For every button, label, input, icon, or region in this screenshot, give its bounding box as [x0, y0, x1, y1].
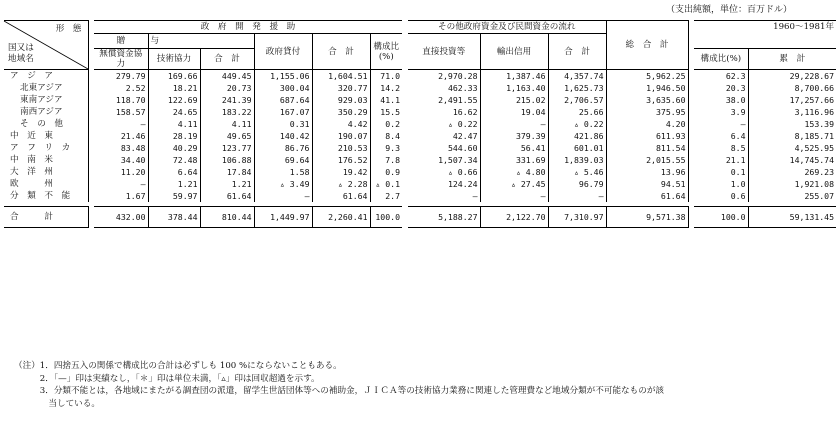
table-cell: 124.24 — [408, 178, 480, 190]
table-cell: 6.64 — [148, 166, 200, 178]
table-cell: 300.04 — [254, 82, 312, 94]
tech-coop-header: 技術協力 — [148, 49, 200, 70]
table-cell: 601.01 — [548, 142, 606, 154]
total-row — [4, 207, 836, 228]
table-cell: 9,571.38 — [606, 207, 688, 228]
table-row — [4, 82, 836, 94]
table-cell: 1,921.08 — [794, 179, 835, 189]
table-cell: 176.52 — [312, 154, 370, 166]
grand-total-header: 総 合 計 — [606, 21, 688, 70]
oda-header: 政 府 開 発 援 助 — [94, 21, 402, 34]
table-cell: 5,962.25 — [606, 70, 688, 83]
table-cell: 40.29 — [148, 142, 200, 154]
table-cell: — — [548, 190, 606, 202]
table-cell: 1,604.51 — [312, 70, 370, 83]
table-cell: 0.6 — [694, 190, 748, 202]
table-cell: 379.39 — [480, 130, 548, 142]
table-cell: 462.33 — [408, 82, 480, 94]
keitai-label: 形 態 — [55, 24, 82, 34]
row-label: そ の 他 — [4, 118, 88, 130]
grant-header-2: 与 — [148, 34, 254, 49]
table-row — [4, 94, 836, 106]
table-cell: 350.29 — [312, 106, 370, 118]
table-cell: 61.64 — [606, 190, 688, 202]
table-cell: 106.88 — [200, 154, 254, 166]
table-row — [4, 142, 836, 154]
table-cell: 2.52 — [94, 82, 148, 94]
table-cell: 1,449.97 — [254, 207, 312, 228]
table-cell: 279.79 — [94, 70, 148, 83]
table-cell: 215.02 — [480, 94, 548, 106]
table-cell: 4.20 — [606, 118, 688, 130]
table-row — [4, 178, 836, 190]
row-label: 東南アジア — [4, 94, 88, 106]
table-cell: 71.0 — [380, 71, 401, 81]
row-label: 南西アジア — [4, 106, 88, 118]
note-4: 当している。 — [14, 398, 100, 409]
cumulative-header: 累 計 — [748, 49, 836, 70]
table-cell: 41.1 — [380, 95, 401, 105]
table-cell: 21.46 — [94, 130, 148, 142]
table-cell: 421.86 — [548, 130, 606, 142]
table-cell: 34.40 — [94, 154, 148, 166]
row-label: 欧 州 — [4, 178, 88, 190]
table-cell: 122.69 — [148, 94, 200, 106]
table-cell: 96.79 — [548, 178, 606, 190]
table-cell: 14,745.74 — [789, 155, 835, 165]
table-cell: 62.3 — [694, 70, 748, 83]
table-cell: — — [480, 190, 548, 202]
table-cell: 1.67 — [94, 190, 148, 202]
table-cell: 3,635.60 — [606, 94, 688, 106]
row-label: 北東アジア — [4, 82, 88, 94]
table-cell: 1.0 — [694, 178, 748, 190]
table-cell: 19.42 — [312, 166, 370, 178]
table-cell: 4.11 — [200, 118, 254, 130]
row-label: 分 類 不 能 — [4, 190, 88, 202]
table-cell: 432.00 — [94, 207, 148, 228]
table-cell: 29,228.67 — [789, 71, 835, 81]
table-cell: 449.45 — [200, 70, 254, 83]
grant-header-1: 贈 — [94, 34, 148, 49]
row-label: 大 洋 州 — [4, 166, 88, 178]
aid-flow-table — [4, 20, 836, 228]
table-cell: 5,188.27 — [408, 207, 480, 228]
govt-loan-header: 政府貸付 — [254, 34, 312, 70]
table-row — [4, 106, 836, 118]
table-cell: 810.44 — [200, 207, 254, 228]
region-label-1: 国又は — [8, 43, 34, 53]
table-cell: 169.66 — [148, 70, 200, 83]
table-cell: 0.1 — [694, 166, 748, 178]
table-cell: 0.9 — [385, 167, 401, 177]
table-cell: 2,260.41 — [312, 207, 370, 228]
table-cell: 7.8 — [385, 155, 401, 165]
unit-note: （支出純額，単位：百万ドル） — [665, 5, 792, 15]
table-cell: 153.39 — [804, 119, 835, 129]
table-cell: 8,700.66 — [794, 83, 835, 93]
table-cell: 544.60 — [408, 142, 480, 154]
table-cell: — — [480, 118, 548, 130]
table-cell: 1,387.46 — [480, 70, 548, 83]
grant-aid-header: 無償資金協力 — [94, 49, 148, 70]
table-cell: ▵ 0.22 — [548, 118, 606, 130]
table-cell: 16.62 — [408, 106, 480, 118]
table-cell: 3.9 — [694, 106, 748, 118]
table-row — [4, 166, 836, 178]
notes-block — [14, 360, 664, 410]
table-cell: 375.95 — [606, 106, 688, 118]
table-cell: ▵ 0.22 — [408, 118, 480, 130]
table-row — [4, 118, 836, 130]
table-cell: — — [254, 190, 312, 202]
table-cell: ▵ 4.80 — [480, 166, 548, 178]
table-cell: 1,946.50 — [606, 82, 688, 94]
table-cell: 811.54 — [606, 142, 688, 154]
export-credit-header: 輸出信用 — [480, 34, 548, 70]
table-cell: — — [408, 190, 480, 202]
table-cell: 1,507.34 — [408, 154, 480, 166]
other-total-header: 合 計 — [548, 34, 606, 70]
row-label: 中 南 米 — [4, 154, 88, 166]
direct-invest-header: 直接投資等 — [408, 34, 480, 70]
table-cell: 14.2 — [380, 83, 401, 93]
grant-total-header: 合 計 — [200, 49, 254, 70]
table-cell: 0.2 — [385, 119, 401, 129]
table-row — [4, 130, 836, 142]
table-cell: — — [94, 178, 148, 190]
table-cell: 100.0 — [370, 207, 402, 228]
table-cell: 8.5 — [694, 142, 748, 154]
table-cell: 1.21 — [148, 178, 200, 190]
table-cell: 687.64 — [254, 94, 312, 106]
table-cell: 167.07 — [254, 106, 312, 118]
region-label-2: 地域名 — [8, 54, 34, 64]
table-cell: 7,310.97 — [548, 207, 606, 228]
row-label: ア フ リ カ — [4, 142, 88, 154]
oda-total-header: 合 計 — [312, 34, 370, 70]
oda-share-header: 構成比(%) — [370, 34, 402, 70]
table-cell: 94.51 — [606, 178, 688, 190]
table-cell: 49.65 — [200, 130, 254, 142]
table-cell: 19.04 — [480, 106, 548, 118]
table-cell: 8,185.71 — [794, 131, 835, 141]
table-cell: 15.5 — [380, 107, 401, 117]
table-cell: 118.70 — [94, 94, 148, 106]
table-cell: ▵ 0.66 — [408, 166, 480, 178]
table-cell: — — [694, 118, 748, 130]
table-cell: ▵ 3.49 — [254, 178, 312, 190]
table-cell: 378.44 — [148, 207, 200, 228]
table-cell: 20.73 — [200, 82, 254, 94]
note-3: 3．分類不能とは，各地域にまたがる調査団の派遣，留学生世話団体等への補助金，ＪＩＣＡ等の技術協力業務に関連した管理費など地域分類が不可能なものが該 — [14, 386, 665, 396]
table-cell: 72.48 — [148, 154, 200, 166]
table-cell: ▵ 27.45 — [480, 178, 548, 190]
row-label: ア ジ ア — [4, 70, 88, 83]
note-2: 2．「—」印は実績なし，「＊」印は単位未満，「▵」印は回収超過を示す。 — [14, 373, 320, 384]
note-1: （注）1．四捨五入の関係で構成比の合計は必ずしも 100 %にならないこともある。 — [14, 361, 342, 371]
table-cell: 255.07 — [804, 191, 835, 201]
table-cell: — — [94, 118, 148, 130]
table-cell: 929.03 — [312, 94, 370, 106]
corner-header-cell — [4, 21, 88, 70]
table-cell: 4,525.95 — [794, 143, 835, 153]
table-cell: 11.20 — [94, 166, 148, 178]
table-cell: 2,491.55 — [408, 94, 480, 106]
table-cell: 6.4 — [694, 130, 748, 142]
table-cell: 8.4 — [385, 131, 401, 141]
table-cell: 17,257.66 — [789, 95, 835, 105]
table-cell: 59,131.45 — [748, 207, 836, 228]
other-flow-header: その他政府資金及び民間資金の流れ — [408, 21, 606, 34]
table-cell: 1,839.03 — [548, 154, 606, 166]
table-cell: 61.64 — [312, 190, 370, 202]
table-row — [4, 70, 836, 83]
table-cell: 100.0 — [694, 207, 748, 228]
table-cell: 83.48 — [94, 142, 148, 154]
table-row — [4, 190, 836, 202]
table-cell: ▵ 5.46 — [548, 166, 606, 178]
table-cell: 61.64 — [200, 190, 254, 202]
table-cell: 1,625.73 — [548, 82, 606, 94]
cum-share-header: 構成比(%) — [694, 49, 748, 70]
table-row — [4, 154, 836, 166]
table-cell: 331.69 — [480, 154, 548, 166]
table-cell: 25.66 — [548, 106, 606, 118]
table-cell: 1,163.40 — [480, 82, 548, 94]
table-cell: 18.21 — [148, 82, 200, 94]
table-cell: 13.96 — [606, 166, 688, 178]
table-cell: 210.53 — [312, 142, 370, 154]
cumulative-period-header: 1960～1981年 — [694, 21, 836, 34]
table-cell: 20.3 — [694, 82, 748, 94]
table-cell: 1.58 — [254, 166, 312, 178]
table-cell: 0.31 — [254, 118, 312, 130]
table-cell: 24.65 — [148, 106, 200, 118]
table-cell: 158.57 — [94, 106, 148, 118]
table-body — [4, 70, 836, 228]
table-cell: 86.76 — [254, 142, 312, 154]
table-cell: 2,122.70 — [480, 207, 548, 228]
table-cell: 17.84 — [200, 166, 254, 178]
table-cell: 4.11 — [148, 118, 200, 130]
table-cell: 140.42 — [254, 130, 312, 142]
table-cell: 56.41 — [480, 142, 548, 154]
table-cell: 2,970.28 — [408, 70, 480, 83]
table-cell: 611.93 — [606, 130, 688, 142]
table-cell: 1,155.06 — [254, 70, 312, 83]
table-cell: ▵ 0.1 — [375, 179, 401, 189]
table-cell: 2.7 — [385, 191, 401, 201]
table-cell: 28.19 — [148, 130, 200, 142]
table-cell: 3,116.96 — [794, 107, 835, 117]
row-label: 合 計 — [4, 207, 88, 228]
table-cell: 190.07 — [312, 130, 370, 142]
table-cell: 320.77 — [312, 82, 370, 94]
table-cell: 38.0 — [694, 94, 748, 106]
table-cell: ▵ 2.28 — [312, 178, 370, 190]
table-cell: 2,706.57 — [548, 94, 606, 106]
table-cell: 4,357.74 — [548, 70, 606, 83]
row-label: 中 近 東 — [4, 130, 88, 142]
table-cell: 59.97 — [148, 190, 200, 202]
table-cell: 269.23 — [804, 167, 835, 177]
table-cell: 123.77 — [200, 142, 254, 154]
table-cell: 42.47 — [408, 130, 480, 142]
table-cell: 21.1 — [694, 154, 748, 166]
table-cell: 241.39 — [200, 94, 254, 106]
table-cell: 2,015.55 — [606, 154, 688, 166]
table-cell: 1.21 — [200, 178, 254, 190]
table-cell: 9.3 — [385, 143, 401, 153]
table-cell: 4.42 — [312, 118, 370, 130]
table-cell: 69.64 — [254, 154, 312, 166]
table-cell: 183.22 — [200, 106, 254, 118]
